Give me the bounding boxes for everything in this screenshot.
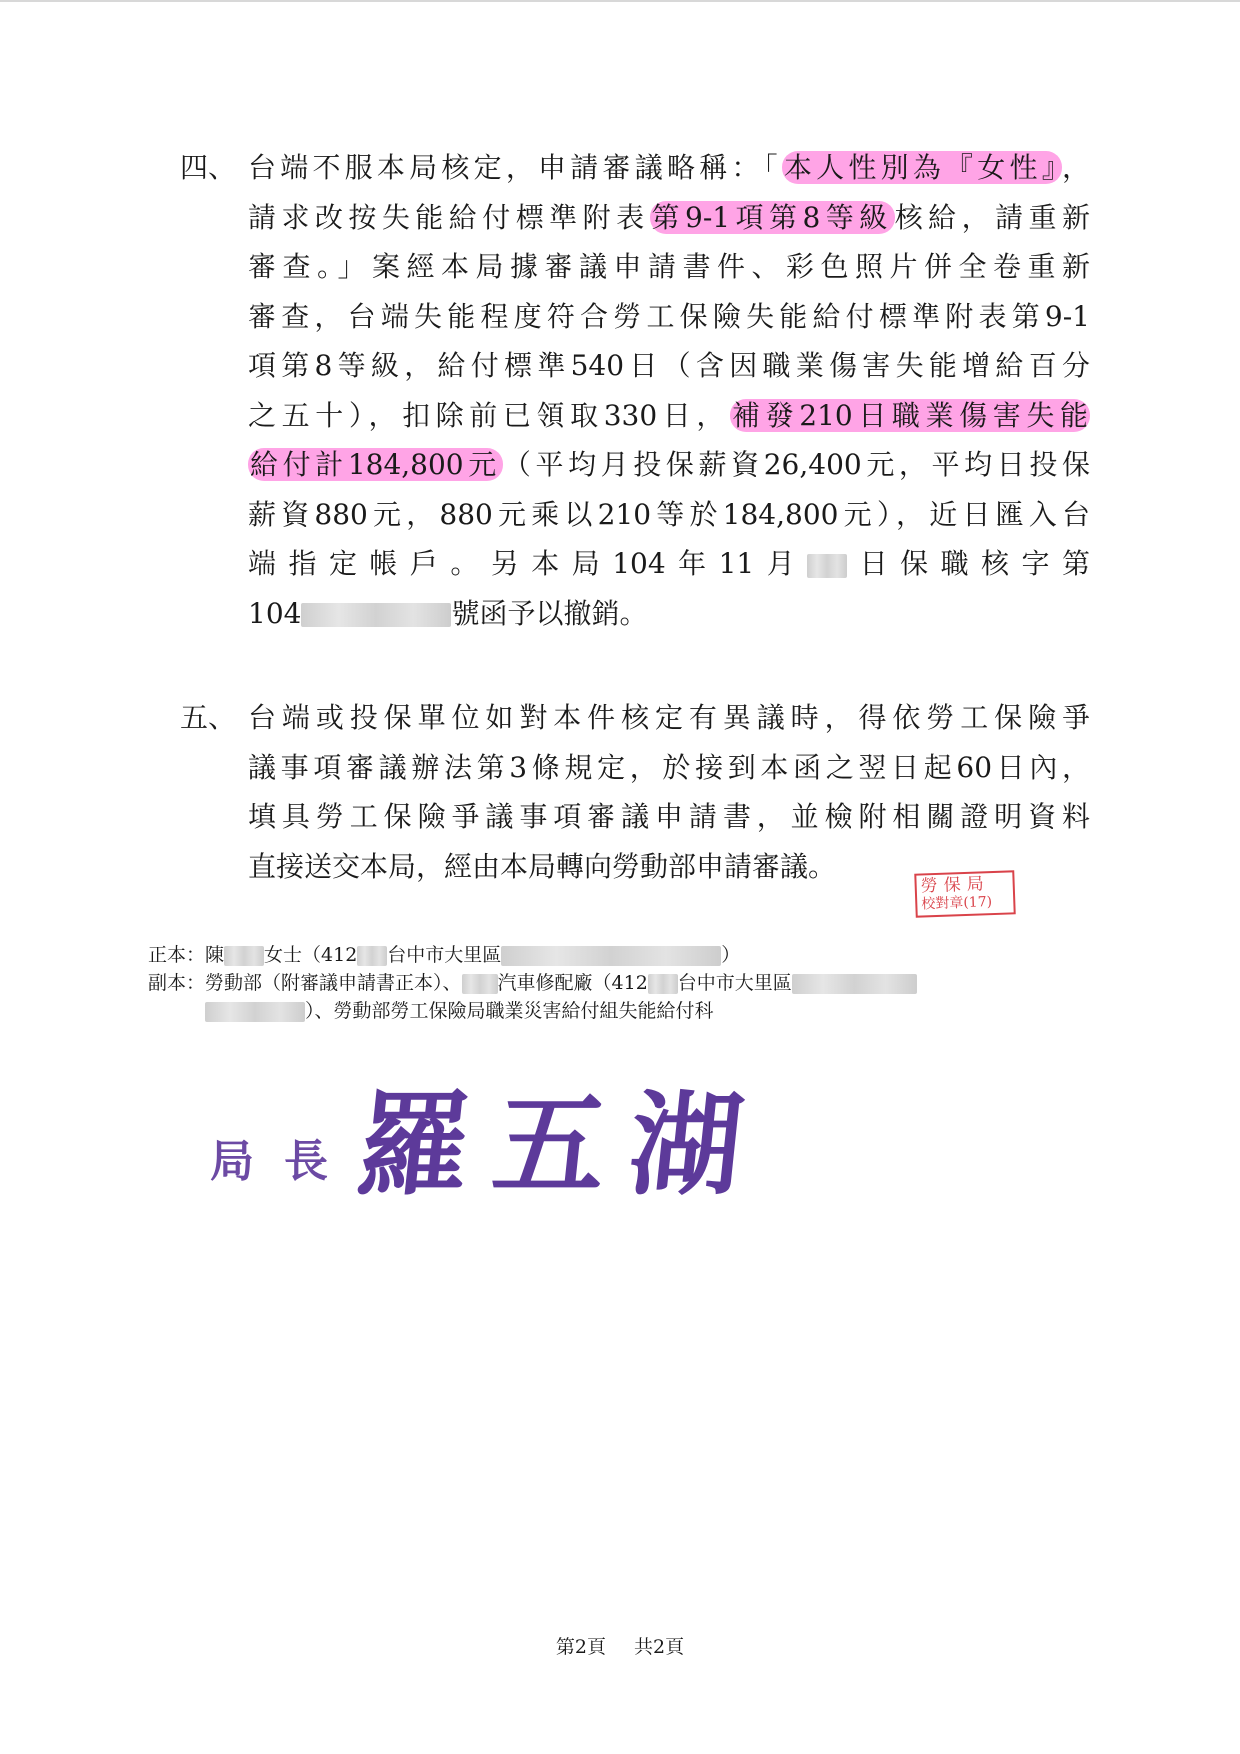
text-segment: 薪資880元，880元乘以210等於184,800元），近日匯入台	[248, 497, 1090, 531]
signature-title: 局長	[210, 1136, 358, 1187]
distribution-line	[148, 940, 740, 971]
redacted-blur	[357, 946, 387, 966]
text-segment: ，	[1061, 151, 1090, 184]
text-segment: 號函予以撤銷。	[451, 596, 648, 630]
highlighted-text: 本人性別為『女性』	[783, 151, 1060, 184]
text-segment: 填具勞工保險爭議事項審議申請書，並檢附相關證明資料	[248, 800, 1090, 833]
section5-line	[248, 789, 1090, 844]
text-segment: 台中市大里區	[677, 972, 792, 994]
text-segment: 議事項審議辦法第3條規定，於接到本函之翌日起60日內，	[248, 750, 1090, 784]
redacted-blur	[501, 946, 721, 966]
section-5-number: 五、	[180, 701, 237, 734]
section4-line	[248, 338, 1090, 393]
text-segment: 副本：勞動部（附審議申請書正本）、	[148, 972, 462, 994]
page-number: 第2頁	[555, 1636, 606, 1658]
section-4-number: 四、	[180, 151, 237, 184]
section4-line	[248, 388, 1090, 443]
scan-top-edge	[0, 0, 1240, 2]
signature-name: 羅五湖	[351, 1080, 773, 1211]
text-segment: 審查，台端失能程度符合勞工保險失能給付標準附表第9-1	[248, 299, 1090, 333]
section5-line	[248, 690, 1090, 745]
text-segment: 審查。」案經本局據審議申請書件、彩色照片併全卷重新	[248, 250, 1090, 283]
text-segment	[148, 1000, 205, 1022]
seal-line-1: 勞保局	[920, 874, 991, 897]
section4-line	[248, 437, 1090, 492]
highlighted-text: 給付計184,800元	[250, 448, 501, 481]
page-footer	[0, 1632, 1240, 1659]
text-segment: ）	[721, 944, 741, 966]
text-segment: 核給，請重新	[894, 200, 1090, 234]
highlighted-text: 補發210日職業傷害失能	[732, 398, 1088, 432]
redacted-blur	[224, 946, 264, 966]
highlighted-text: 第9-1項第8等級	[651, 200, 893, 234]
proofreading-seal	[914, 870, 1015, 917]
section4-line	[248, 190, 1090, 245]
text-segment: 直接送交本局，經由本局轉向勞動部申請審議。	[248, 849, 837, 883]
distribution-line	[148, 968, 917, 999]
text-segment: 端指定帳戶。另本局104年11月	[248, 547, 808, 580]
redacted-blur	[462, 974, 498, 994]
text-segment: 日保職核字第	[847, 547, 1090, 580]
redacted-blur	[301, 603, 451, 627]
redacted-blur	[648, 974, 678, 994]
section5-line	[248, 839, 836, 894]
section4-line	[248, 487, 1090, 542]
section5-line	[248, 740, 1090, 795]
text-segment: （平均月投保薪資26,400元，平均日投保	[502, 448, 1090, 481]
section4-line	[248, 536, 1090, 591]
text-segment: 之五十），扣除前已領取330日，	[248, 398, 731, 432]
redacted-blur	[205, 1002, 305, 1022]
section4-line	[248, 140, 1090, 195]
section-4	[180, 140, 1100, 700]
redacted-blur	[792, 974, 917, 994]
text-segment: 104	[248, 596, 302, 630]
text-segment: 正本：陳	[148, 944, 225, 966]
page-total: 共2頁	[634, 1636, 685, 1658]
section4-line	[248, 239, 1090, 294]
section4-line	[248, 289, 1090, 344]
text-segment: 台中市大里區	[387, 944, 502, 966]
text-segment: ）、勞動部勞工保險局職業災害給付組失能給付科	[305, 1000, 714, 1022]
section4-line	[248, 586, 647, 641]
text-segment: 台端或投保單位如對本件核定有異議時，得依勞工保險爭	[248, 701, 1090, 734]
text-segment: 汽車修配廠（412	[497, 972, 648, 994]
text-segment: 女士（412	[264, 944, 358, 966]
text-segment: 項第8等級，給付標準540日（含因職業傷害失能增給百分	[248, 349, 1090, 382]
seal-line-2: 校對章(17)	[921, 894, 993, 913]
text-segment: 請求改按失能給付標準附表	[248, 200, 650, 234]
redacted-blur	[807, 554, 847, 578]
text-segment: 台端不服本局核定，申請審議略稱：「	[248, 151, 782, 184]
distribution-line	[148, 996, 714, 1027]
